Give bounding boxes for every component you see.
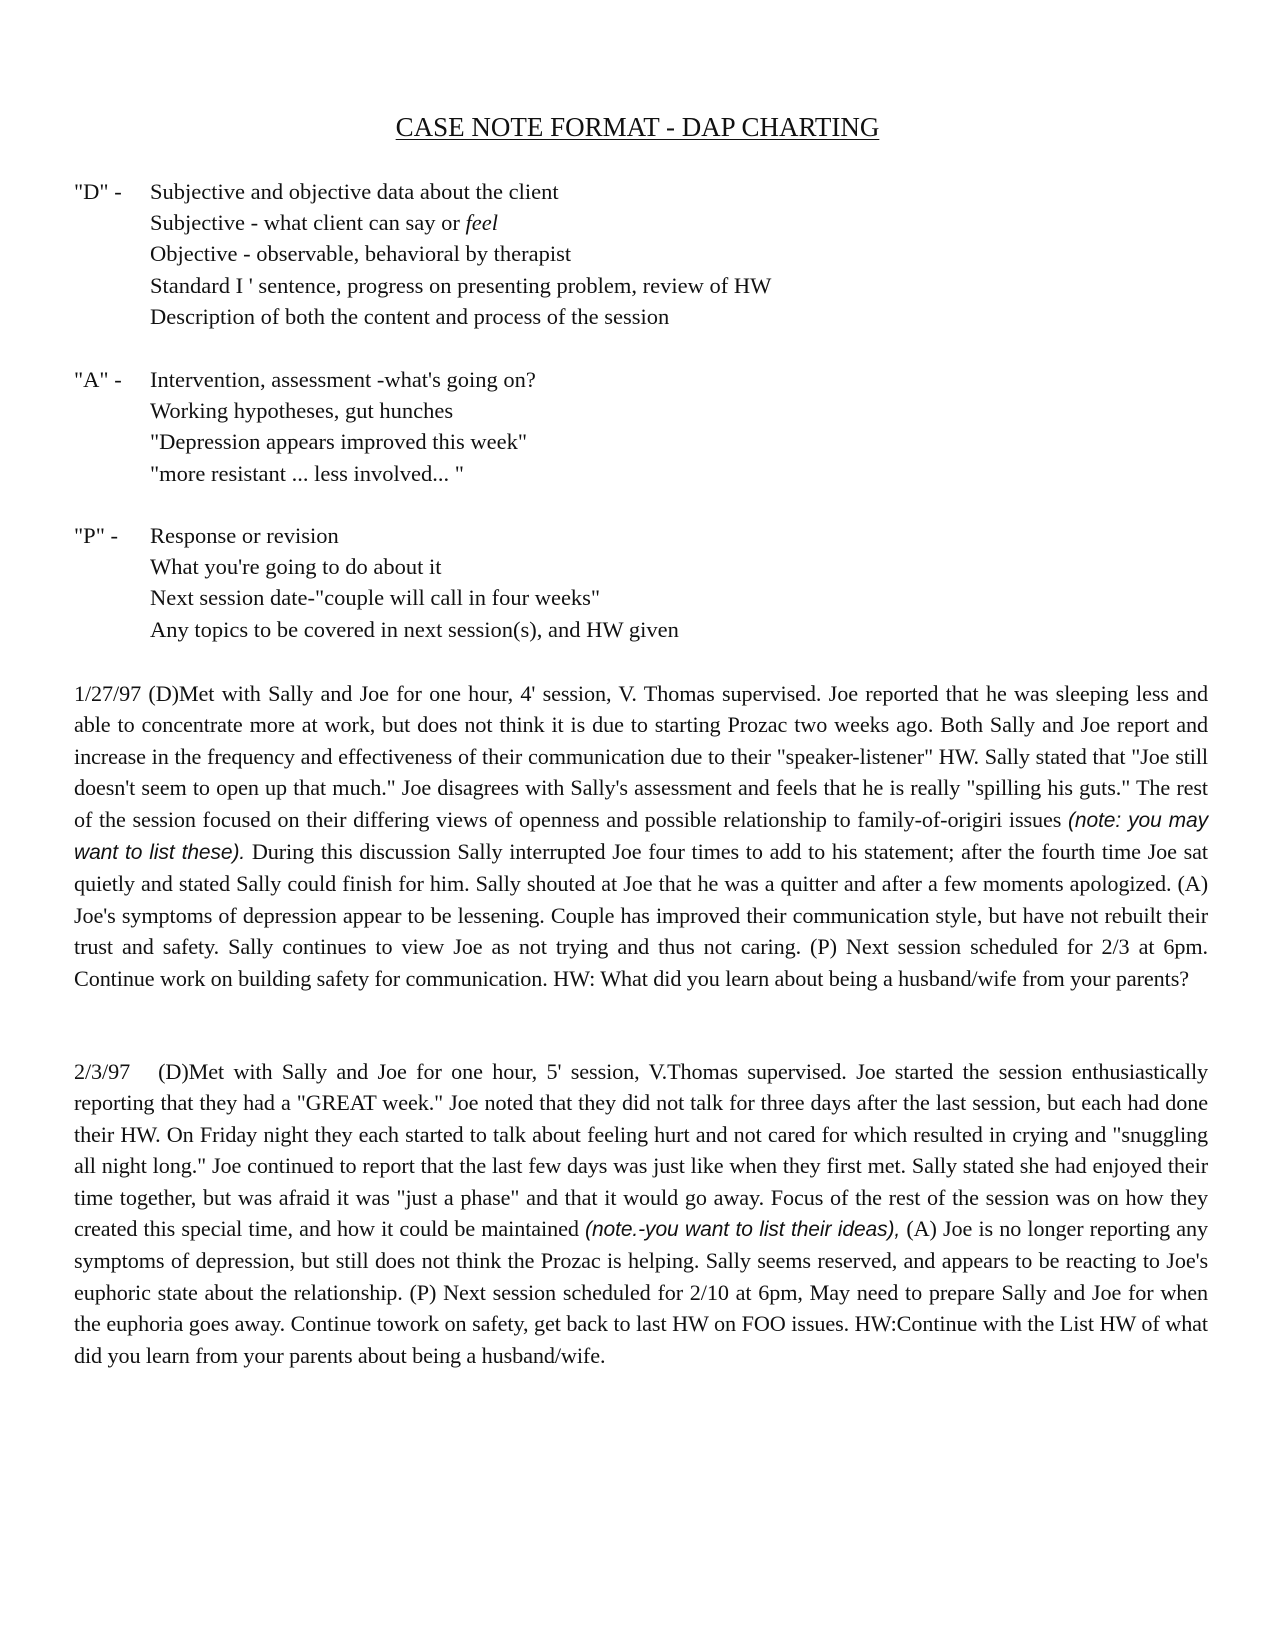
section-p-line: Next session date-"couple will call in four weeks" [150,585,601,611]
section-d-line: Objective - observable, behavioral by therapist [150,241,572,267]
section-p-label: "P" - [74,523,119,548]
case-note-1 [74,678,1208,994]
case-note-2-date: 2/3/97 [74,1059,131,1084]
section-d-line: Description of both the content and process of the session [150,303,670,329]
section-d-emphasis: feel [465,210,499,236]
section-a-line: "more resistant ... less involved... " [150,460,464,486]
section-d-line [150,207,1150,238]
section-d-label: "D" - [74,179,122,204]
section-d-lines [150,176,1150,332]
section-p-line: Any topics to be covered in next session(s), and HW given [150,616,679,642]
case-note-1-aside: (note: you may want to list these). [74,808,1209,865]
case-note-2-text-continued: (A) Joe is no longer reporting any symptoms of depression, but still does not think the Prozac is helping. Sally seems reserved, and appears to be reacting to Joe's euphoric state about the relationship. (P) Next session scheduled for 2/10 at 6pm, May need to prepare Sally and Joe for when the euphoria goes away. Continue towork on safety, get back to last HW on FOO issues. HW:Continue with the List HW of what did you learn from your parents about being a husband/wife. [74,1216,1208,1368]
case-note-2-aside: (note.-you want to list their ideas), [585,1218,901,1242]
section-p-line: What you're going to do about it [150,554,442,580]
case-note-2-text: (D)Met with Sally and Joe for one hour, 5' session, V.Thomas supervised. Joe started the session enthusiastically reporting that they had a "GREAT week." Joe noted that they did not talk for three days after the last session, but each had done their HW. On Friday night they each started to talk about feeling hurt and not cared for which resulted in crying and "snuggling all night long." Joe continued to report that the last few days was just like when they first met. Sally stated she had enjoyed their time together, but was afraid it was "just a phase" and that it would go away. Focus of the rest of the session was on how they created this special time, and how it could be maintained [74,1059,1208,1242]
case-note-1-text-continued: During this discussion Sally interrupted Joe four times to add to his statement; after the fourth time Joe sat quietly and stated Sally could finish for him. Sally shouted at Joe that he was a quitter and after a few moments apologized. (A) Joe's symptoms of depression appear to be lessening. Couple has improved their communication style, but have not rebuilt their trust and safety. Sally continues to view Joe as not trying and thus not caring. (P) Next session scheduled for 2/3 at 6pm. Continue work on building safety for communication. HW: What did you learn about being a husband/wife from your parents? [74,839,1208,991]
section-d-line: Subjective and objective data about the client [150,179,559,204]
case-note-1-text: 1/27/97 (D)Met with Sally and Joe for one hour, 4' session, V. Thomas supervised. Joe reported that he was sleeping less and able to concentrate more at work, but does not think it is due to starting Prozac two weeks ago. Both Sally and Joe report and increase in the frequency and effectiveness of their communication due to their "speaker-listener" HW. Sally stated that "Joe still doesn't seem to open up that much." Joe disagrees with Sally's assessment and feels that he is really "spilling his guts." The rest of the session focused on their differing views of openness and possible relationship to family-of-origiri issues [74,681,1208,832]
section-a-label: "A" - [74,367,122,392]
section-a-line: Intervention, assessment -what's going on? [150,367,536,392]
case-note-2 [74,1056,1208,1371]
section-d-line-text: Subjective - what client can say or [150,210,466,236]
section-a-line: "Depression appears improved this week" [150,429,528,455]
section-a-lines [150,364,1150,489]
document-title: CASE NOTE FORMAT - DAP CHARTING [395,112,880,142]
section-a-line: Working hypotheses, gut hunches [150,398,454,424]
section-p-line: Response or revision [150,523,339,548]
section-p-lines [150,520,1150,645]
section-d-line: Standard I ' sentence, progress on presenting problem, review of HW [150,272,772,298]
